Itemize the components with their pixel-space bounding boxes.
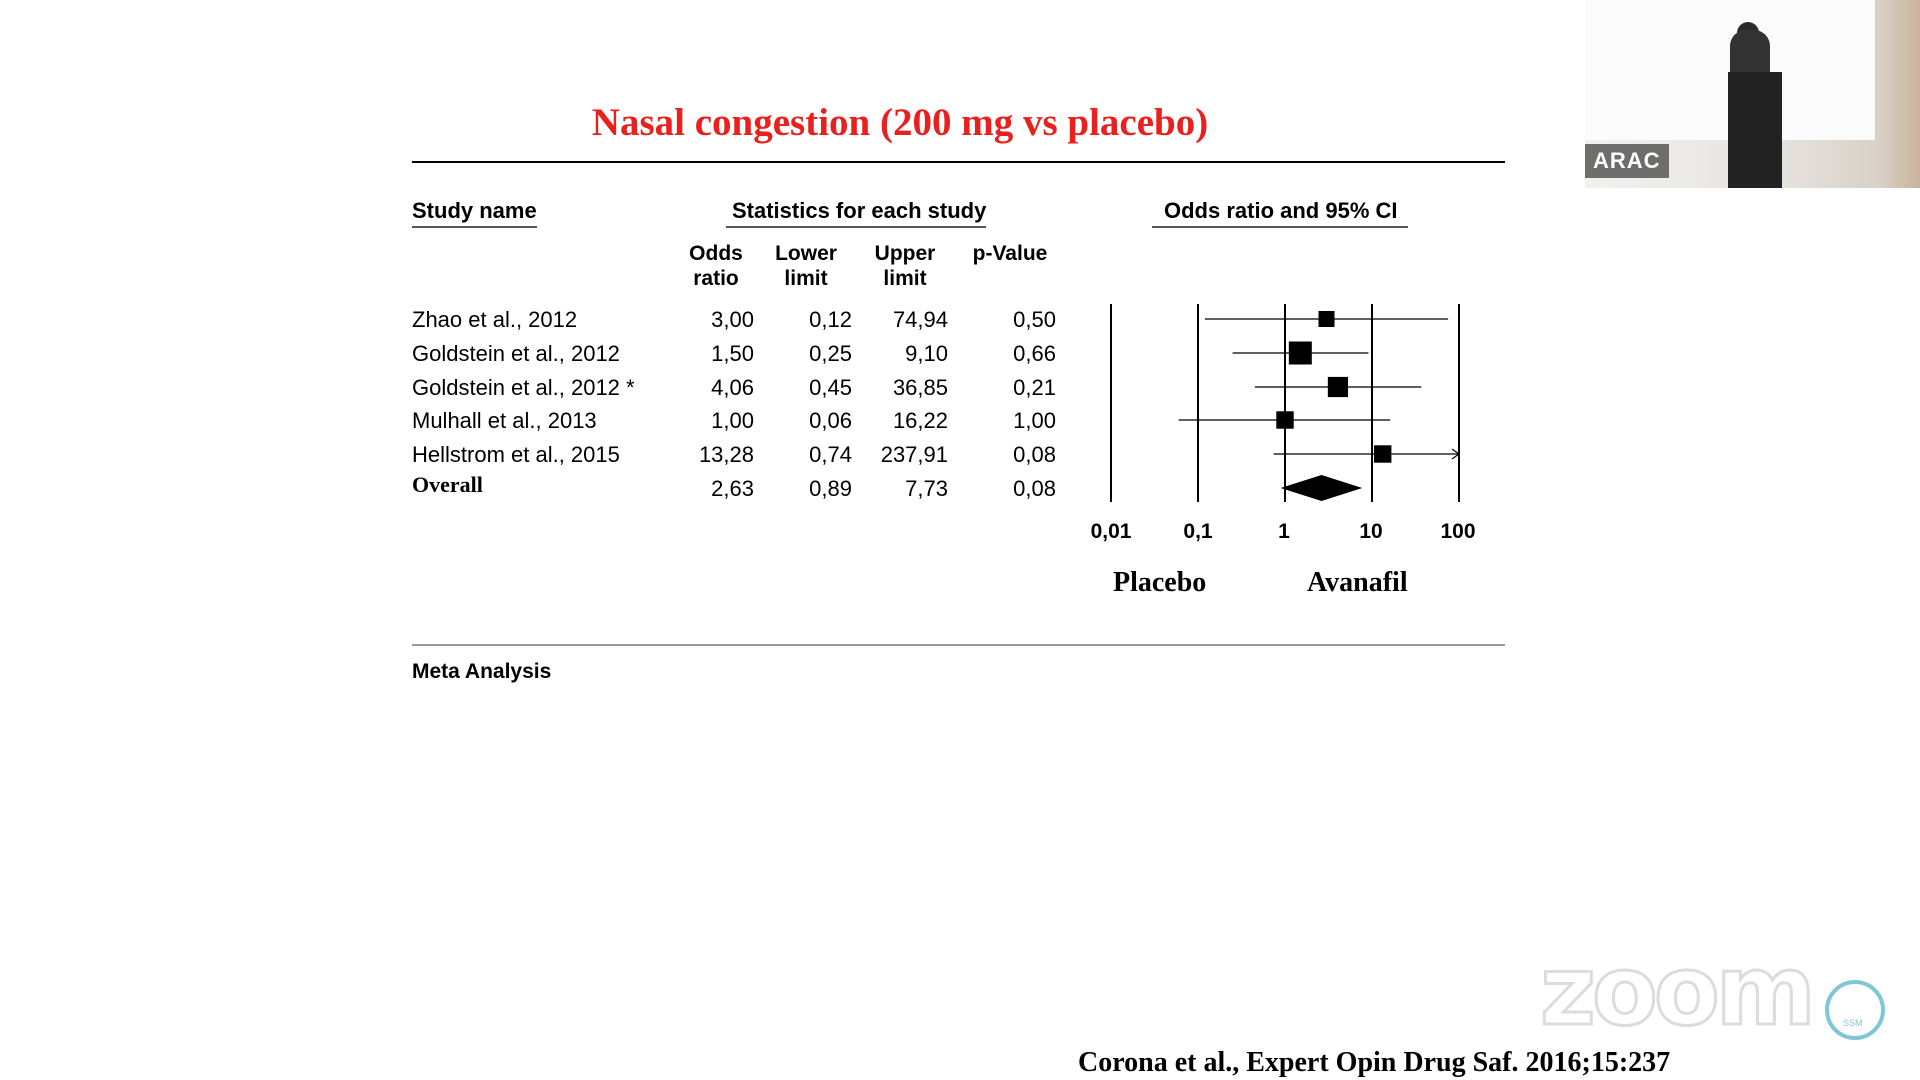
- col-odds-ratio-line2: ratio: [693, 267, 739, 290]
- point-estimate-square: [1328, 377, 1348, 397]
- slide-title: Nasal congestion (200 mg vs placebo): [591, 101, 1209, 144]
- header-study-name: Study name: [412, 198, 537, 228]
- logo-text: SSM: [1843, 1018, 1863, 1028]
- forest-plot: [1080, 290, 1480, 510]
- col-lower-limit-line2: limit: [784, 267, 828, 290]
- footer-label: Meta Analysis: [412, 660, 552, 683]
- upper-limit: 74,94: [892, 307, 948, 332]
- society-logo-icon: [1825, 980, 1885, 1040]
- col-upper-limit-line1: Upper: [874, 242, 936, 265]
- axis-tick-label: 10: [1359, 520, 1383, 543]
- point-estimate-square: [1374, 445, 1391, 462]
- upper-limit: 9,10: [905, 341, 948, 366]
- overall-p-value: 0,08: [1013, 476, 1056, 501]
- overall-odds-ratio: 2,63: [711, 476, 754, 501]
- lower-limit: 0,12: [809, 307, 852, 332]
- upper-limit: 36,85: [892, 375, 948, 400]
- point-estimate-square: [1289, 342, 1312, 365]
- odds-ratio: 1,00: [711, 408, 754, 433]
- lower-limit: 0,45: [809, 375, 852, 400]
- col-upper-limit-line2: limit: [883, 267, 927, 290]
- overall-upper-limit: 7,73: [905, 476, 948, 501]
- axis-tick-label: 0,01: [1090, 520, 1132, 543]
- favours-avanafil-label: Avanafil: [1307, 567, 1408, 598]
- study-name: Goldstein et al., 2012: [412, 341, 620, 366]
- citation: Corona et al., Expert Opin Drug Saf. 2016;15:237: [1078, 1047, 1671, 1078]
- header-statistics: Statistics for each study: [726, 198, 986, 228]
- p-value: 0,66: [1013, 341, 1056, 366]
- axis-tick-label: 100: [1440, 520, 1476, 543]
- study-name: Goldstein et al., 2012 *: [412, 375, 635, 400]
- odds-ratio: 13,28: [698, 442, 754, 467]
- upper-limit: 237,91: [880, 442, 948, 467]
- p-value: 0,08: [1013, 442, 1056, 467]
- p-value: 0,21: [1013, 375, 1056, 400]
- col-lower-limit-line1: Lower: [775, 242, 837, 265]
- axis-tick-label: 0,1: [1183, 520, 1213, 543]
- lower-limit: 0,06: [809, 408, 852, 433]
- col-p-value-line2: p-Value: [972, 242, 1048, 265]
- p-value: 1,00: [1013, 408, 1056, 433]
- lower-limit: 0,74: [809, 442, 852, 467]
- participant-name-tag: ARAC: [1585, 144, 1669, 178]
- overall-lower-limit: 0,89: [809, 476, 852, 501]
- participant-video-thumbnail[interactable]: [1585, 0, 1920, 188]
- odds-ratio: 4,06: [711, 375, 754, 400]
- col-p-value: [960, 241, 1060, 266]
- footer-rule: [412, 644, 1505, 646]
- col-upper-limit: [864, 241, 946, 291]
- odds-ratio: 1,50: [711, 341, 754, 366]
- upper-limit: 16,22: [892, 408, 948, 433]
- overall-diamond: [1281, 475, 1363, 501]
- study-name: Hellstrom et al., 2015: [412, 442, 620, 467]
- favours-placebo-label: Placebo: [1113, 567, 1207, 598]
- axis-tick-label: 1: [1278, 520, 1290, 543]
- zoom-watermark: zoom: [1540, 935, 1812, 1047]
- odds-ratio: 3,00: [711, 307, 754, 332]
- p-value: 0,50: [1013, 307, 1056, 332]
- point-estimate-square: [1319, 311, 1335, 327]
- overall-label: Overall: [412, 472, 483, 497]
- study-name: Mulhall et al., 2013: [412, 408, 597, 433]
- study-name: Zhao et al., 2012: [412, 307, 578, 332]
- podium: [1728, 72, 1782, 188]
- col-odds-ratio-line1: Odds: [689, 242, 743, 265]
- header-odds-ci: Odds ratio and 95% CI: [1152, 198, 1408, 228]
- col-lower-limit: [766, 241, 846, 291]
- title-rule: [412, 161, 1505, 163]
- point-estimate-square: [1276, 411, 1293, 428]
- lower-limit: 0,25: [809, 341, 852, 366]
- col-odds-ratio: [674, 241, 758, 291]
